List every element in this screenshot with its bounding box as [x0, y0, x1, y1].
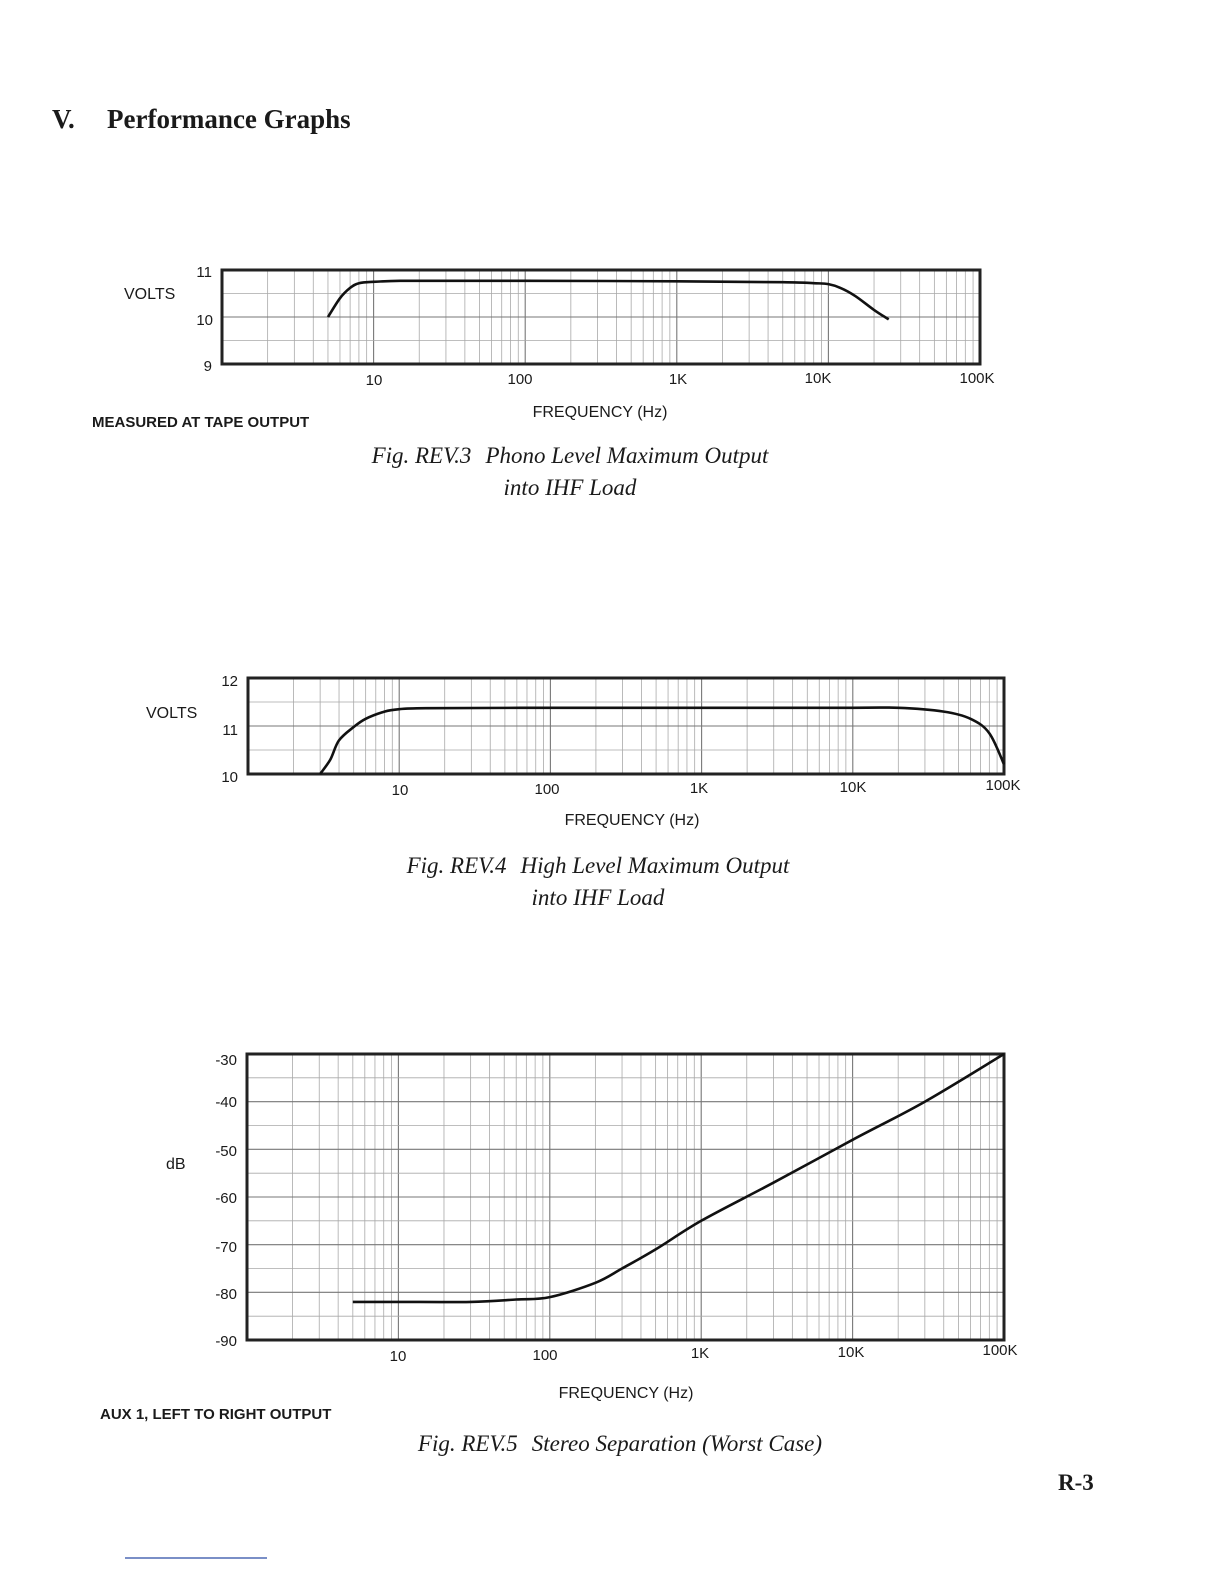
- chart1-xtick-100k: 100K: [959, 370, 995, 387]
- chart2-xtick-1k: 1K: [689, 780, 709, 797]
- chart1-title: Phono Level Maximum Output: [485, 443, 769, 468]
- chart3-ytick-m60: -60: [215, 1190, 237, 1207]
- chart3-ytick-m50: -50: [215, 1143, 237, 1160]
- chart3-xlabel: FREQUENCY (Hz): [558, 1385, 694, 1402]
- chart1-ytick-10: 10: [196, 312, 213, 329]
- chart1-figure-label: Fig. REV.3: [371, 443, 472, 468]
- chart3-series-line: [353, 1054, 1004, 1302]
- chart2-ytick-11: 11: [222, 722, 238, 739]
- chart2-xtick-10: 10: [391, 782, 409, 799]
- chart3-figure-label: Fig. REV.5: [417, 1431, 518, 1456]
- chart1-xtick-100: 100: [507, 371, 533, 388]
- chart3-ylabel: dB: [166, 1156, 186, 1173]
- chart2-xtick-10k: 10K: [839, 779, 867, 796]
- chart3-xtick-10k: 10K: [837, 1344, 865, 1361]
- chart3-ytick-m90: -90: [215, 1333, 237, 1350]
- footer-rule: [125, 1557, 267, 1559]
- chart3-ytick-m70: -70: [215, 1239, 237, 1256]
- chart3-ytick-m80: -80: [215, 1286, 237, 1303]
- chart1-xtick-1k: 1K: [668, 371, 688, 388]
- chart2-ytick-10: 10: [221, 769, 238, 786]
- chart3-title: Stereo Separation (Worst Case): [531, 1431, 823, 1456]
- chart3-note: AUX 1, LEFT TO RIGHT OUTPUT: [100, 1406, 332, 1423]
- chart2-figure-label: Fig. REV.4: [406, 853, 507, 878]
- chart3-xtick-1k: 1K: [690, 1345, 710, 1362]
- chart1-subtitle: into IHF Load: [503, 475, 637, 500]
- section-title: Performance Graphs: [107, 104, 351, 134]
- chart2-xlabel: FREQUENCY (Hz): [564, 812, 700, 829]
- chart1-ylabel: VOLTS: [124, 286, 176, 303]
- chart3-xtick-100k: 100K: [982, 1342, 1018, 1359]
- chart2-ytick-12: 12: [221, 673, 238, 690]
- chart3-grid: [247, 1054, 1004, 1340]
- chart1-xtick-10: 10: [365, 372, 383, 389]
- chart3-caption: [340, 1428, 900, 1460]
- chart2-subtitle: into IHF Load: [531, 885, 665, 910]
- section-number: V.: [52, 104, 75, 134]
- chart3-xtick-100: 100: [532, 1347, 558, 1364]
- chart2-xtick-100: 100: [534, 781, 560, 798]
- chart1-ytick-11: 11: [196, 264, 212, 281]
- chart1-xlabel: FREQUENCY (Hz): [532, 404, 668, 421]
- chart3-caption-line1: [340, 1428, 900, 1460]
- chart1-ytick-9: 9: [203, 358, 212, 375]
- chart2-ylabel: VOLTS: [146, 705, 198, 722]
- chart2-title: High Level Maximum Output: [520, 853, 790, 878]
- chart3-ytick-m40: -40: [215, 1094, 237, 1111]
- chart3-ytick-m30: -30: [215, 1052, 237, 1069]
- page-number: R-3: [1058, 1470, 1094, 1495]
- chart1-note: MEASURED AT TAPE OUTPUT: [92, 414, 310, 431]
- chart1-xtick-10k: 10K: [804, 370, 832, 387]
- chart2-xtick-100k: 100K: [985, 777, 1021, 794]
- chart3-xtick-10: 10: [389, 1348, 407, 1365]
